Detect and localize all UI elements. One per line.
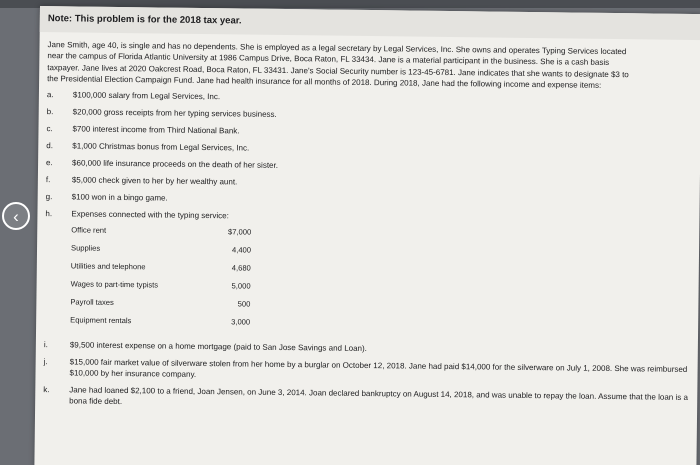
list-item [43, 356, 697, 386]
expense-row [71, 225, 251, 245]
expense-table [70, 225, 251, 335]
list-item [46, 140, 700, 159]
item-text: $1,000 Christmas bonus from Legal Services, Inc. [72, 141, 250, 153]
item-letter: j. [43, 356, 48, 366]
item-letter: d. [46, 140, 54, 150]
list-item [46, 191, 700, 210]
item-letter: g. [45, 191, 53, 201]
expense-label: Supplies [70, 243, 101, 253]
item-letter: a. [46, 89, 54, 99]
item-text: $700 interest income from Third National Bank. [72, 124, 240, 136]
problem-intro: Jane Smith, age 40, is single and has no dependents. She is employed as a legal secretary by Legal Services, Inc. She owns and operates Typing Services located near the campus of Florida Atlantic University at 1986 Campus Drive, Boca Raton, FL 33434. Jane is a material participant in the business. She is a cash basis taxpayer. Jane lives at 2020 Oakcrest Road, Boca Raton, FL 33431. Jane's Social Security number is 123-45-6781. Jane indicates that she wants to designate $3 to the Presidential Election Campaign Fund. Jane had health insurance for all months of 2018. During 2018, Jane had the following income and expense items: [47, 40, 629, 91]
item-letter: k. [43, 384, 50, 394]
list-item [47, 106, 700, 125]
expense-amount: $7,000 [227, 226, 252, 237]
expense-row [71, 261, 251, 281]
list-item [46, 123, 700, 142]
item-text: $20,000 gross receipts from her typing services business. [72, 107, 277, 119]
item-text: $100,000 salary from Legal Services, Inc. [72, 90, 221, 101]
list-item [43, 384, 697, 414]
list-item [47, 89, 700, 108]
item-text: $5,000 check given to her by her wealthy aunt. [71, 175, 238, 187]
item-letter: c. [46, 123, 53, 133]
expense-row [70, 297, 250, 317]
expense-amount: 3,000 [231, 316, 251, 327]
item-letter: i. [43, 339, 48, 349]
expense-row [70, 279, 250, 299]
list-item [45, 208, 699, 227]
item-text: Jane had loaned $2,100 to a friend, Joan Jensen, on June 3, 2014. Joan declared bankruptcy on August 14, 2018, and was unable to repay the loan. Assume that the loan is a bona fide debt. [69, 385, 688, 406]
item-letter: f. [45, 174, 51, 184]
item-text: $60,000 life insurance proceeds on the death of her sister. [72, 158, 279, 170]
expense-amount: 500 [237, 299, 251, 309]
item-text: $15,000 fair market value of silverware stolen from her home by a burglar on October 12, 2018. Jane had paid $14,000 for the silverware on July 1, 2008. She was reimbursed $10,000 by her insurance company. [69, 357, 688, 379]
expense-label: Payroll taxes [70, 297, 114, 307]
list-item [46, 174, 700, 193]
expense-label: Utilities and telephone [70, 261, 146, 271]
item-text: $9,500 interest expense on a home mortgage (paid to San Jose Savings and Loan). [69, 340, 367, 353]
expense-row [70, 315, 250, 335]
item-text: Expenses connected with the typing service: [71, 209, 229, 220]
expense-label: Equipment rentals [70, 315, 132, 325]
expense-row [71, 243, 251, 263]
chevron-left-icon: ‹ [13, 206, 19, 226]
item-letter: e. [46, 157, 53, 167]
expense-amount: 4,400 [231, 244, 252, 255]
expense-label: Wages to part-time typists [70, 279, 159, 290]
list-item [46, 157, 700, 176]
item-list-continued [35, 335, 698, 414]
item-text: $100 won in a bingo game. [71, 192, 168, 203]
problem-page [34, 6, 700, 465]
item-letter: h. [45, 208, 53, 218]
expense-amount: 4,680 [231, 262, 251, 273]
item-letter: b. [46, 106, 54, 116]
previous-page-button[interactable] [2, 202, 30, 230]
expense-label: Office rent [71, 225, 107, 235]
note-text: Note: This problem is for the 2018 tax year. [47, 13, 242, 27]
expense-amount: 5,000 [231, 280, 251, 291]
list-item [44, 339, 698, 358]
item-list [37, 85, 700, 227]
